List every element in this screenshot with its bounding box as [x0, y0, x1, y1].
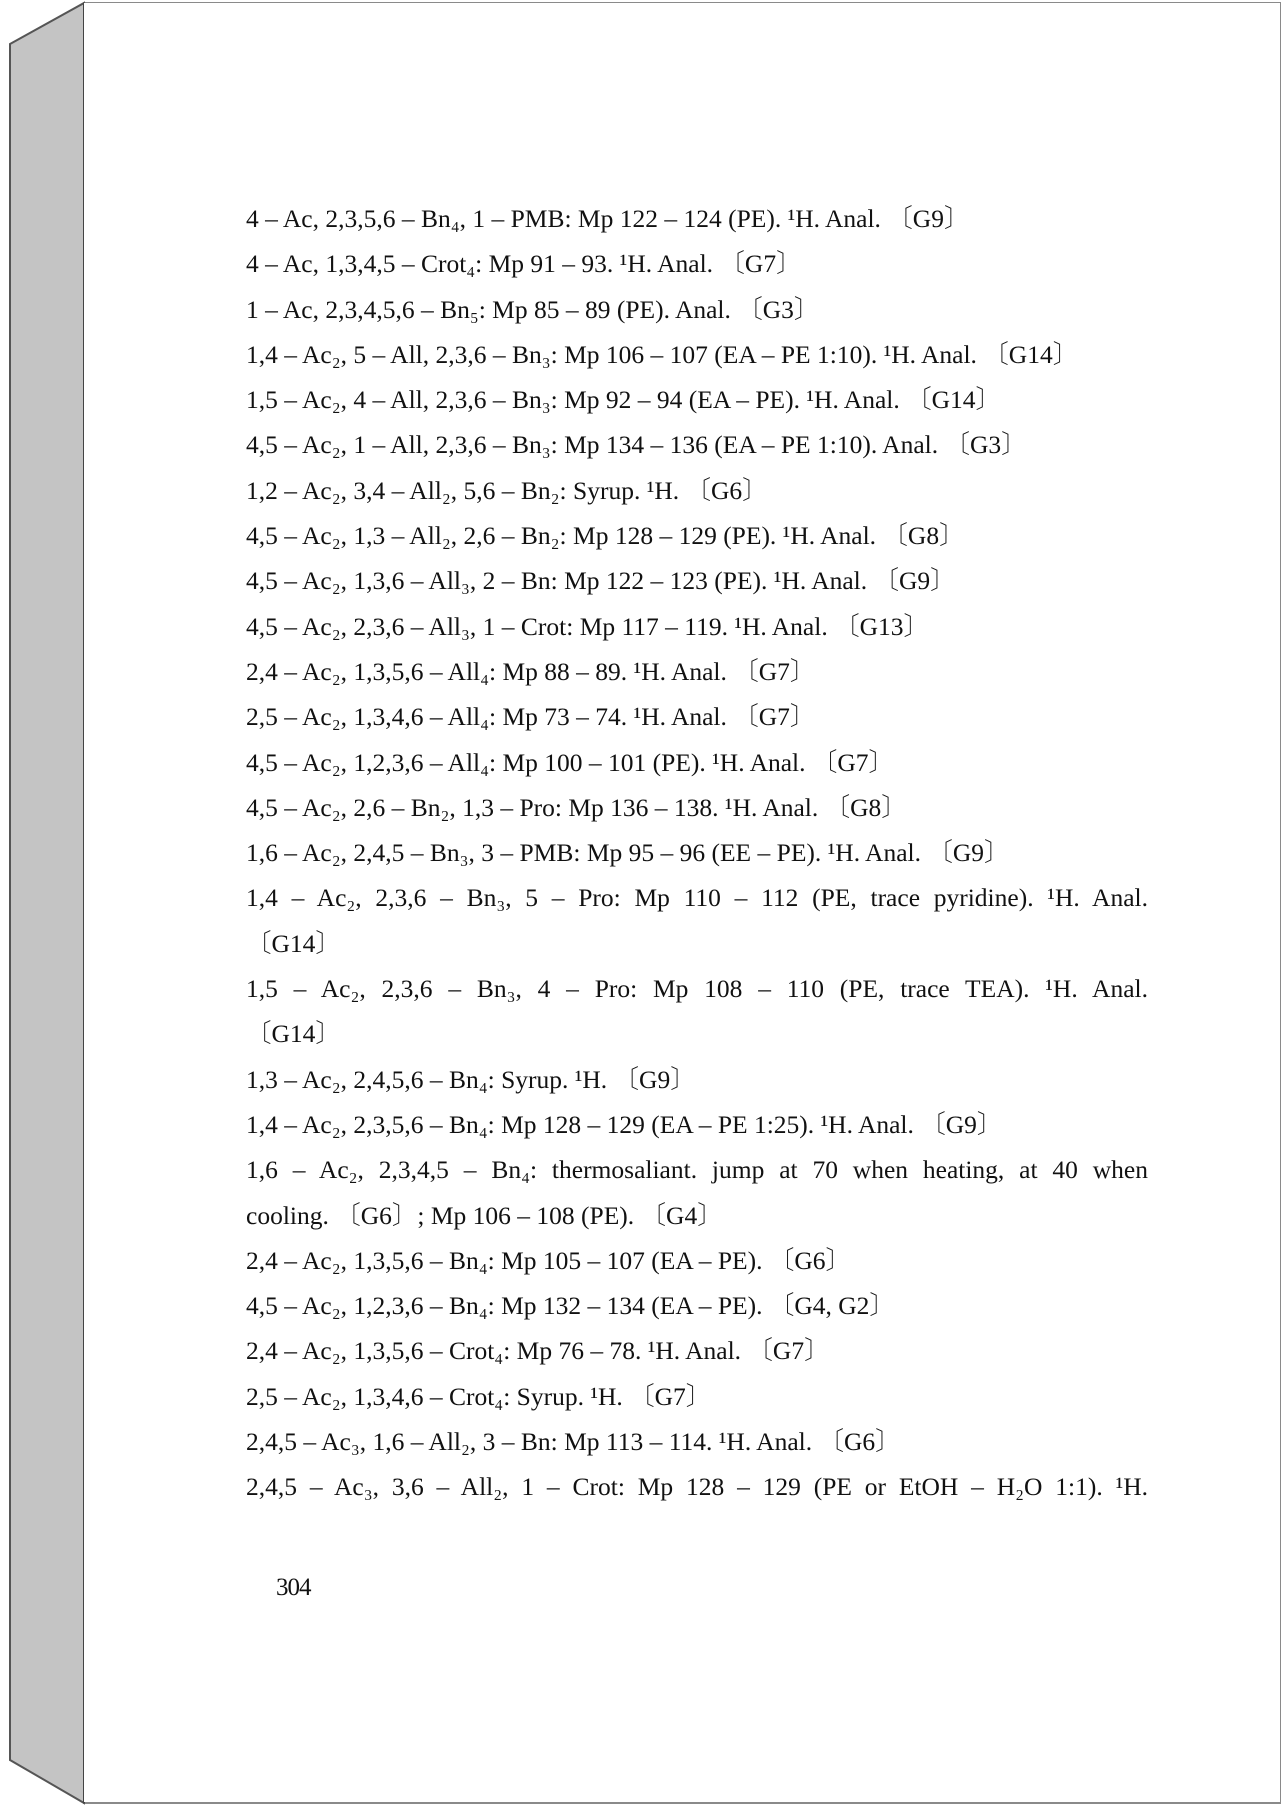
text-line: 1,5 – Ac₂, 4 – All, 2,3,6 – Bn₃: Mp 92 – 94 (EA – PE). ¹H. Anal. 〔G14〕 [246, 385, 1002, 415]
text-line: 2,5 – Ac₂, 1,3,4,6 – Crot₄: Syrup. ¹H. 〔G7〕 [246, 1381, 712, 1411]
text-line: 4,5 – Ac₂, 1,2,3,6 – All₄: Mp 100 – 101 (PE). ¹H. Anal. 〔G7〕 [246, 747, 895, 777]
text-line: 4 – Ac, 2,3,5,6 – Bn₄, 1 – PMB: Mp 122 – 124 (PE). ¹H. Anal. 〔G9〕 [246, 204, 970, 233]
text-line: cooling. 〔G6〕; Mp 106 – 108 (PE). 〔G4〕 [246, 1200, 723, 1230]
text-line: 2,4 – Ac₂, 1,3,5,6 – Crot₄: Mp 76 – 78. ¹H. Anal. 〔G7〕 [246, 1336, 830, 1366]
text-line: 1,6 – Ac₂, 2,4,5 – Bn₃, 3 – PMB: Mp 95 – 96 (EE – PE). ¹H. Anal. 〔G9〕 [246, 838, 1010, 868]
text-line: 1 – Ac, 2,3,4,5,6 – Bn₅: Mp 85 – 89 (PE). Anal. 〔G3〕 [246, 294, 820, 324]
text-line: 1,5 – Ac₂, 2,3,6 – Bn₃, 4 – Pro: Mp 108 – 110 (PE, trace TEA). ¹H. Anal. [246, 974, 1148, 1004]
text-line: 1,4 – Ac₂, 2,3,6 – Bn₃, 5 – Pro: Mp 110 – 112 (PE, trace pyridine). ¹H. Anal. [246, 883, 1148, 913]
text-line: 2,4 – Ac₂, 1,3,5,6 – All₄: Mp 88 – 89. ¹H. Anal. 〔G7〕 [246, 656, 816, 686]
text-line: 4,5 – Ac₂, 1,3,6 – All₃, 2 – Bn: Mp 122 – 123 (PE). ¹H. Anal. 〔G9〕 [246, 566, 956, 596]
text-line: 1,6 – Ac₂, 2,3,4,5 – Bn₄: thermosaliant. jump at 70 when heating, at 40 when [246, 1155, 1148, 1185]
text-line: 4,5 – Ac₂, 1,2,3,6 – Bn₄: Mp 132 – 134 (EA – PE). 〔G4, G2〕 [246, 1291, 895, 1321]
page-body [246, 196, 1148, 1510]
text-line: 1,4 – Ac₂, 5 – All, 2,3,6 – Bn₃: Mp 106 – 107 (EA – PE 1:10). ¹H. Anal. 〔G14〕 [246, 339, 1079, 369]
text-line: 4,5 – Ac₂, 1 – All, 2,3,6 – Bn₃: Mp 134 – 136 (EA – PE 1:10). Anal. 〔G3〕 [246, 430, 1027, 460]
text-line: 1,4 – Ac₂, 2,3,5,6 – Bn₄: Mp 128 – 129 (EA – PE 1:25). ¹H. Anal. 〔G9〕 [246, 1109, 1003, 1139]
text-line: 2,4,5 – Ac₃, 3,6 – All₂, 1 – Crot: Mp 128 – 129 (PE or EtOH – H₂O 1:1). ¹H. [246, 1472, 1148, 1502]
text-line: 〔G14〕 [246, 928, 341, 958]
text-line: 4,5 – Ac₂, 2,3,6 – All₃, 1 – Crot: Mp 117 – 119. ¹H. Anal. 〔G13〕 [246, 611, 929, 641]
page-number: 304 [276, 1574, 311, 1601]
text-line: 1,2 – Ac₂, 3,4 – All₂, 5,6 – Bn₂: Syrup. ¹H. 〔G6〕 [246, 475, 768, 505]
text-line: 4,5 – Ac₂, 1,3 – All₂, 2,6 – Bn₂: Mp 128 – 129 (PE). ¹H. Anal. 〔G8〕 [246, 521, 965, 551]
text-line: 2,4 – Ac₂, 1,3,5,6 – Bn₄: Mp 105 – 107 (EA – PE). 〔G6〕 [246, 1245, 851, 1275]
text-line: 2,5 – Ac₂, 1,3,4,6 – All₄: Mp 73 – 74. ¹H. Anal. 〔G7〕 [246, 702, 816, 732]
text-line: 2,4,5 – Ac₃, 1,6 – All₂, 3 – Bn: Mp 113 – 114. ¹H. Anal. 〔G6〕 [246, 1427, 901, 1457]
text-line: 1,3 – Ac₂, 2,4,5,6 – Bn₄: Syrup. ¹H. 〔G9〕 [246, 1064, 696, 1094]
text-line: 〔G14〕 [246, 1019, 341, 1049]
text-line: 4,5 – Ac₂, 2,6 – Bn₂, 1,3 – Pro: Mp 136 – 138. ¹H. Anal. 〔G8〕 [246, 792, 907, 822]
text-line: 4 – Ac, 1,3,4,5 – Crot₄: Mp 91 – 93. ¹H. Anal. 〔G7〕 [246, 249, 802, 279]
